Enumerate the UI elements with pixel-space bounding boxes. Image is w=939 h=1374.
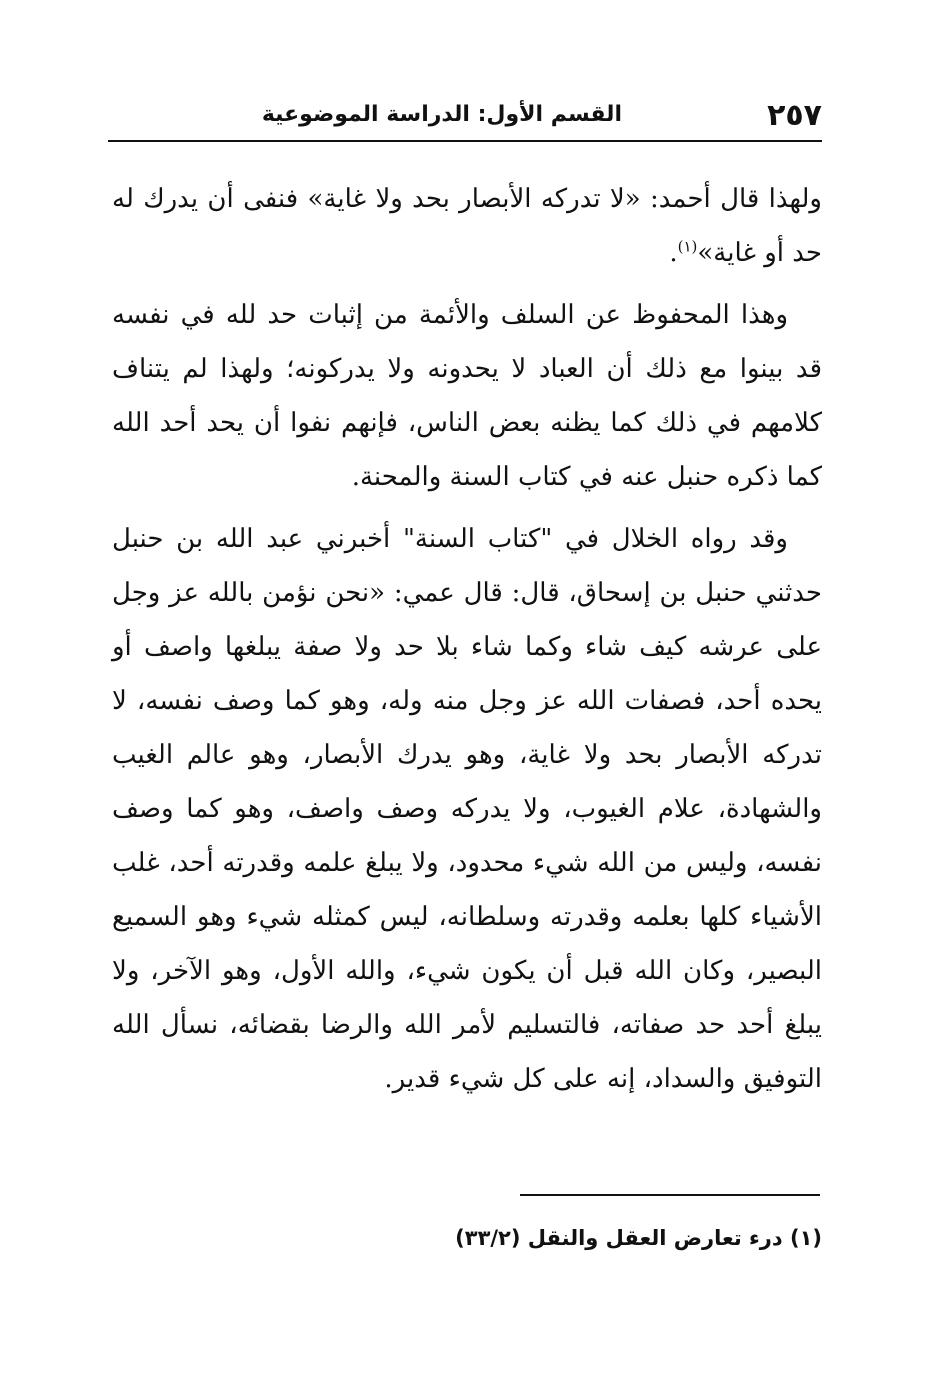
page-header [108,92,822,142]
paragraph-1 [112,172,822,280]
footnote-divider [520,1194,820,1196]
paragraph-2: وهذا المحفوظ عن السلف والأئمة من إثبات حد لله في نفسه قد بينوا مع ذلك أن العباد لا يحدونه ولا يدركونه؛ ولهذا لم يتناف كلامهم في ذلك كما يظنه بعض الناس، فإنهم نفوا أن يحد أحد الله كما ذكره حنبل عنه في كتاب السنة والمحنة. [112,300,822,492]
running-title: القسم الأول: الدراسة الموضوعية [261,102,622,127]
paragraph-1-text: ولهذا قال أحمد: «لا تدركه الأبصار بحد ولا غاية» فنفى أن يدرك له حد أو غاية» [112,184,822,268]
header-divider [108,140,822,142]
footnote-1: (١) درء تعارض العقل والنقل (٣٣/٢) [455,1226,822,1250]
main-text [112,172,822,1114]
paragraph-3: وقد رواه الخلال في "كتاب السنة" أخبرني عبد الله بن حنبل حدثني حنبل بن إسحاق، قال: قال عمي: «نحن نؤمن بالله عز وجل على عرشه كيف شاء وكما شاء بلا حد ولا صفة يبلغها واصف أو يحده أحد، فصفات الله عز وجل منه وله، وهو كما وصف نفسه، لا تدركه الأبصار بحد ولا غاية، وهو يدرك الأبصار، وهو عالم الغيب والشهادة، علام الغيوب، ولا يدركه وصف واصف، وهو كما وصف نفسه، وليس من الله شيء محدود، ولا يبلغ علمه وقدرته أحد، غلب الأشياء كلها بعلمه وقدرته وسلطانه، ليس كمثله شيء وهو السميع البصير، وكان الله قبل أن يكون شيء، والله الأول، وهو الآخر، ولا يبلغ أحد حد صفاته، فالتسليم لأمر الله والرضا بقضائه، نسأل الله التوفيق والسداد، إنه على كل شيء قدير. [112,524,822,1094]
page-number: ٢٥٧ [767,98,822,133]
paragraph-1-end: . [669,238,678,268]
footnote-reference: (١) [677,237,698,256]
